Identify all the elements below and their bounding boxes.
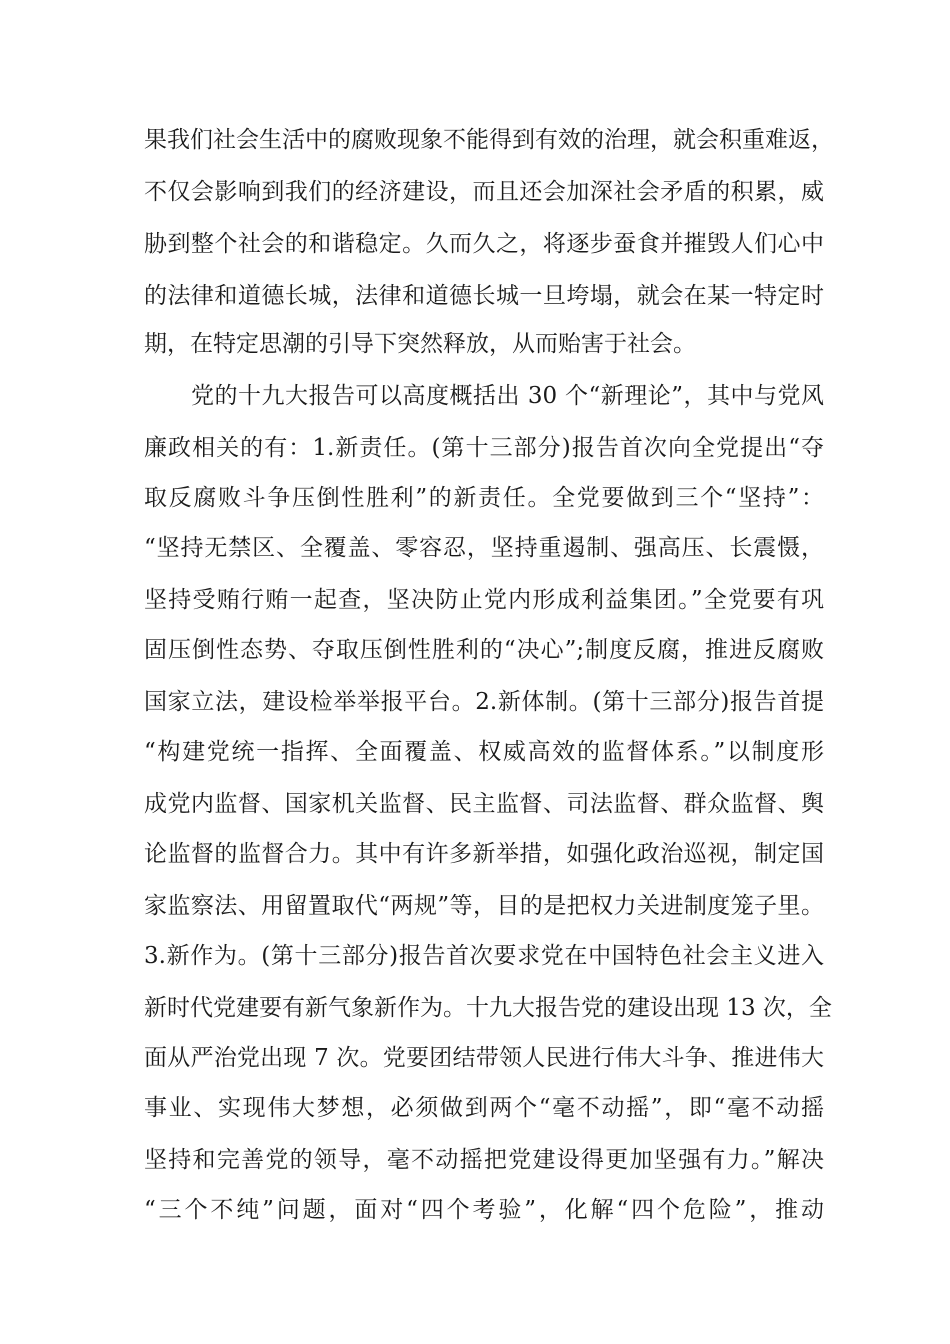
text-line: 廉政相关的有：1.新责任。(第十三部分)报告首次向全党提出“夺	[144, 435, 824, 461]
text-line: 坚持受贿行贿一起查，坚决防止党内形成利益集团。”全党要有巩	[144, 587, 824, 613]
text-line: “三个不纯”问题，面对“四个考验”，化解“四个危险”，推动	[144, 1197, 824, 1223]
text-line: 事业、实现伟大梦想，必须做到两个“毫不动摇”，即“毫不动摇	[144, 1095, 824, 1121]
text-line: 胁到整个社会的和谐稳定。久而久之，将逐步蚕食并摧毁人们心中	[144, 231, 824, 257]
text-line: 家监察法、用留置取代“两规”等，目的是把权力关进制度笼子里。	[144, 893, 824, 919]
text-line: 新时代党建要有新气象新作为。十九大报告党的建设出现 13 次，全	[144, 995, 832, 1021]
text-line: 取反腐败斗争压倒性胜利”的新责任。全党要做到三个“坚持”：	[144, 485, 824, 511]
text-line: 果我们社会生活中的腐败现象不能得到有效的治理，就会积重难返，	[144, 127, 834, 153]
text-line: 期，在特定思潮的引导下突然释放，从而贻害于社会。	[144, 331, 696, 357]
text-line: 面从严治党出现 7 次。党要团结带领人民进行伟大斗争、推进伟大	[144, 1045, 824, 1071]
text-line: 党的十九大报告可以高度概括出 30 个“新理论”，其中与党风	[144, 383, 824, 409]
text-line: 不仅会影响到我们的经济建设，而且还会加深社会矛盾的积累，威	[144, 179, 824, 205]
text-line: “坚持无禁区、全覆盖、零容忍，坚持重遏制、强高压、长震慑，	[144, 535, 824, 561]
text-line: 固压倒性态势、夺取压倒性胜利的“决心”;制度反腐，推进反腐败	[144, 637, 824, 663]
text-line: 的法律和道德长城，法律和道德长城一旦垮塌，就会在某一特定时	[144, 283, 824, 309]
text-line: 坚持和完善党的领导，毫不动摇把党建设得更加坚强有力。”解决	[144, 1147, 824, 1173]
text-line: 论监督的监督合力。其中有许多新举措，如强化政治巡视，制定国	[144, 841, 824, 867]
text-line: 3.新作为。(第十三部分)报告首次要求党在中国特色社会主义进入	[144, 943, 824, 969]
text-line: 成党内监督、国家机关监督、民主监督、司法监督、群众监督、舆	[144, 791, 824, 817]
text-line: “构建党统一指挥、全面覆盖、权威高效的监督体系。”以制度形	[144, 739, 824, 765]
text-line: 国家立法，建设检举举报平台。2.新体制。(第十三部分)报告首提	[144, 689, 824, 715]
